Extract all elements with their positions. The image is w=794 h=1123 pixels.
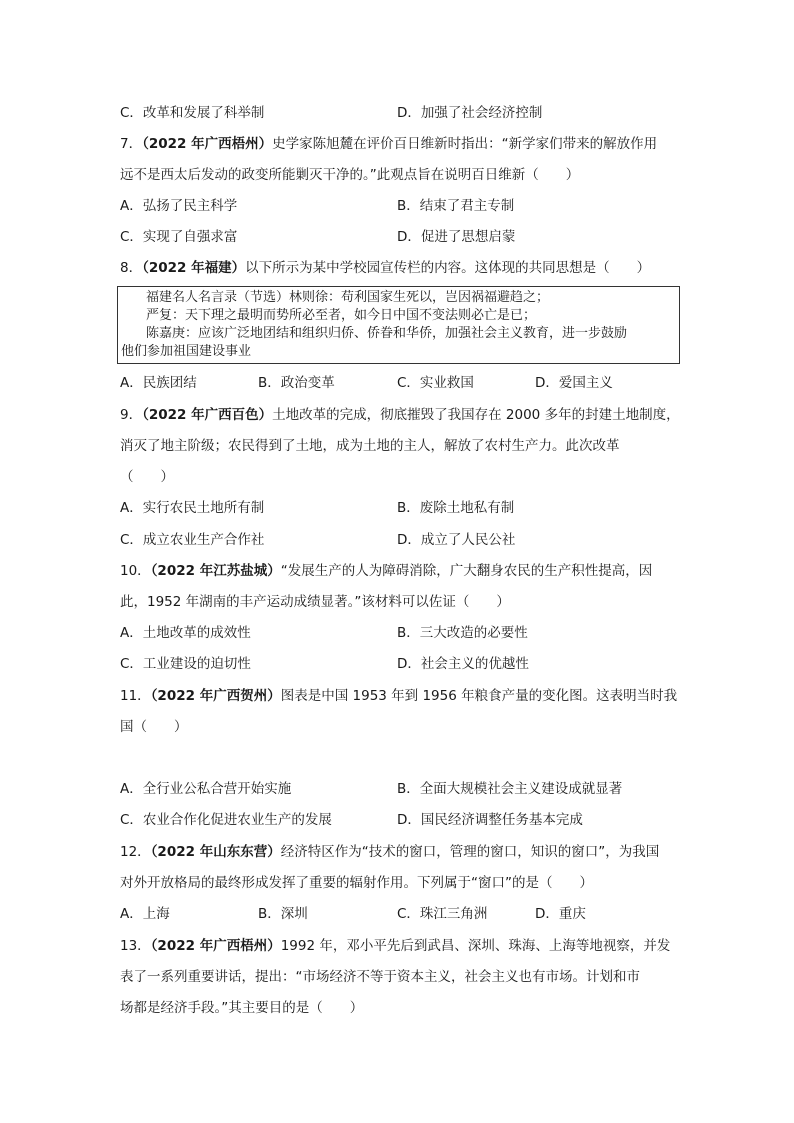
q12-option-d: D．重庆 [535, 906, 586, 922]
q8-source: （2022 年福建） [142, 260, 246, 276]
q9-option-c: C．成立农业生产合作社 [120, 532, 265, 548]
q12-option-b: B．深圳 [258, 906, 308, 922]
q8-option-c: C．实业救国 [397, 375, 474, 391]
q7-stem-line2: 远不是西太后发动的政变所能剿灭干净的。”此观点旨在说明百日维新（ ） [120, 167, 580, 183]
q10-option-a: A．土地改革的成效性 [120, 625, 251, 641]
q12-option-a: A．上海 [120, 906, 170, 922]
q7-option-b: B．结束了君主专制 [397, 198, 515, 214]
q7-option-a: A．弘扬了民主科学 [120, 198, 238, 214]
q8-quote-line4: 他们参加祖国建设事业 [121, 344, 252, 359]
q9-text: 土地改革的完成，彻底摧毁了我国存在 2000 多年的封建土地制度， [272, 407, 680, 423]
q13-number: 13． [120, 938, 151, 954]
q10-source: （2022 年江苏盐城） [150, 563, 281, 579]
q7-option-d: D．促进了思想启蒙 [397, 229, 516, 245]
q10-text: “发展生产的人为障碍消除，广大翻身农民的生产积性提高，因 [280, 563, 653, 579]
q6-option-d: D．加强了社会经济控制 [397, 105, 543, 121]
q9-stem-line1 [120, 405, 680, 425]
q9-option-a: A．实行农民土地所有制 [120, 500, 265, 516]
q13-text: 1992 年，邓小平先后到武昌、深圳、珠海、上海等地视察，并发 [280, 938, 671, 954]
q11-stem-line2: 国（ ） [120, 719, 188, 735]
q11-option-a: A．全行业公私合营开始实施 [120, 781, 292, 797]
q11-option-d: D．国民经济调整任务基本完成 [397, 812, 583, 828]
q8-option-d: D．爱国主义 [535, 375, 613, 391]
q13-stem-line3: 场都是经济手段。”其主要目的是（ ） [120, 1000, 364, 1016]
q12-stem-line2: 对外开放格局的最终形成发挥了重要的辐射作用。下列属于“窗口”的是（ ） [120, 875, 593, 891]
q9-option-d: D．成立了人民公社 [397, 532, 516, 548]
q9-source: （2022 年广西百色） [142, 407, 273, 423]
q11-source: （2022 年广西贺州） [150, 688, 281, 704]
q13-stem-line1 [120, 936, 670, 956]
q8-quote-line3: 陈嘉庚：应该广泛地团结和组织归侨、侨眷和华侨，加强社会主义教育，进一步鼓励 [146, 326, 628, 341]
q11-text: 图表是中国 1953 年到 1956 年粮食产量的变化图。这表明当时我 [280, 688, 678, 704]
q13-stem-line2: 表了一系列重要讲话，提出：“市场经济不等于资本主义，社会主义也有市场。计划和市 [120, 969, 640, 985]
q7-text: 史学家陈旭麓在评价百日维新时指出：“新学家们带来的解放作用 [272, 136, 658, 152]
q8-stem-line1 [120, 258, 650, 278]
q8-quote-line1: 福建名人名言录（节选）林则徐：苟利国家生死以，岂因祸福避趋之； [146, 290, 550, 305]
q12-stem-line1 [120, 842, 659, 862]
q8-number: 8． [120, 260, 143, 276]
q12-option-c: C．珠江三角洲 [397, 906, 488, 922]
q8-option-b: B．政治变革 [258, 375, 335, 391]
q13-source: （2022 年广西梧州） [150, 938, 281, 954]
q8-quote-line2: 严复：天下理之最明而势所必至者，如今日中国不变法则必亡是已； [146, 308, 537, 323]
q9-stem-line3: （ ） [120, 469, 174, 485]
q8-option-a: A．民族团结 [120, 375, 197, 391]
q10-option-b: B．三大改造的必要性 [397, 625, 528, 641]
q7-number: 7． [120, 136, 143, 152]
q11-stem-line1 [120, 686, 677, 706]
q8-quote-box [117, 286, 680, 364]
q7-stem-line1 [120, 134, 657, 154]
q11-option-b: B．全面大规模社会主义建设成就显著 [397, 781, 623, 797]
q9-option-b: B．废除土地私有制 [397, 500, 515, 516]
q10-number: 10． [120, 563, 151, 579]
q12-number: 12． [120, 844, 151, 860]
q12-source: （2022 年山东东营） [150, 844, 281, 860]
q12-text: 经济特区作为“技术的窗口，管理的窗口，知识的窗口”，为我国 [280, 844, 660, 860]
q9-number: 9． [120, 407, 143, 423]
q9-stem-line2: 消灭了地主阶级；农民得到了土地，成为土地的主人，解放了农村生产力。此次改革 [120, 438, 620, 454]
q10-option-c: C．工业建设的迫切性 [120, 656, 251, 672]
q11-option-c: C．农业合作化促进农业生产的发展 [120, 812, 332, 828]
q10-option-d: D．社会主义的优越性 [397, 656, 529, 672]
q7-source: （2022 年广西梧州） [142, 136, 273, 152]
q7-option-c: C．实现了自强求富 [120, 229, 238, 245]
q10-stem-line2: 此，1952 年湖南的丰产运动成绩显著。”该材料可以佐证（ ） [120, 594, 510, 610]
q11-number: 11． [120, 688, 151, 704]
q8-text: 以下所示为某中学校园宣传栏的内容。这体现的共同思想是（ ） [245, 260, 651, 276]
q10-stem-line1 [120, 561, 652, 581]
q6-option-c: C．改革和发展了科举制 [120, 105, 265, 121]
